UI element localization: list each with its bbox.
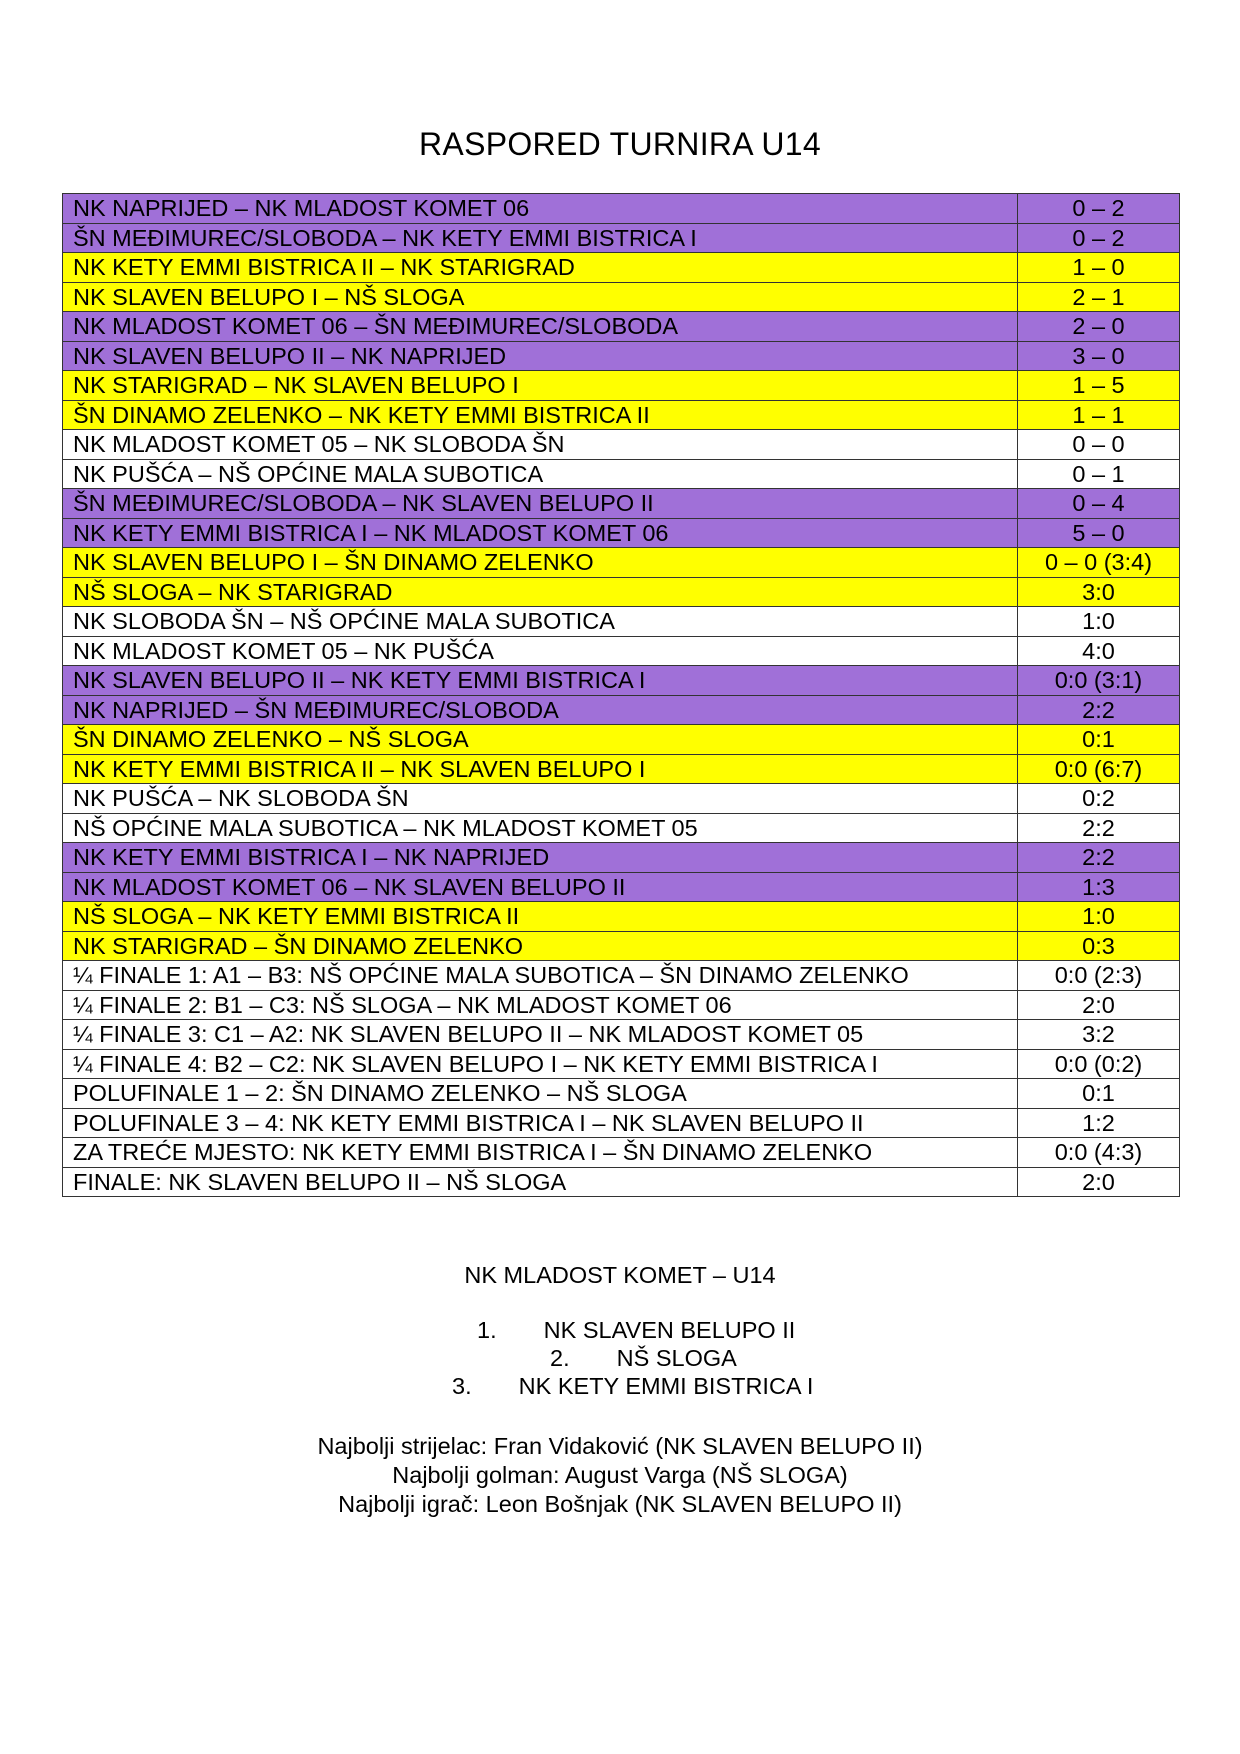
place-3 bbox=[452, 1373, 813, 1400]
match-teams: NK NAPRIJED – NK MLADOST KOMET 06 bbox=[63, 194, 1018, 224]
place-team: NK SLAVEN BELUPO II bbox=[543, 1317, 796, 1343]
summary-subtitle: NK MLADOST KOMET – U14 bbox=[464, 1262, 776, 1288]
match-row bbox=[63, 636, 1180, 666]
match-teams: NŠ SLOGA – NK KETY EMMI BISTRICA II bbox=[63, 902, 1018, 932]
match-result: 0 – 0 bbox=[1018, 430, 1180, 460]
match-result: 0 – 0 (3:4) bbox=[1018, 548, 1180, 578]
match-result: 1 – 0 bbox=[1018, 253, 1180, 283]
match-result: 1:0 bbox=[1018, 607, 1180, 637]
match-row bbox=[63, 902, 1180, 932]
match-row bbox=[63, 1138, 1180, 1168]
match-result: 2 – 0 bbox=[1018, 312, 1180, 342]
match-teams: NK MLADOST KOMET 05 – NK PUŠĆA bbox=[63, 636, 1018, 666]
place-number: 1. bbox=[477, 1317, 497, 1343]
schedule-body bbox=[63, 194, 1180, 1197]
place-1 bbox=[477, 1317, 795, 1344]
match-teams: FINALE: NK SLAVEN BELUPO II – NŠ SLOGA bbox=[63, 1167, 1018, 1197]
award-best-goalkeeper: Najbolji golman: August Varga (NŠ SLOGA) bbox=[392, 1462, 848, 1488]
match-result: 5 – 0 bbox=[1018, 518, 1180, 548]
match-row bbox=[63, 518, 1180, 548]
match-row bbox=[63, 1108, 1180, 1138]
match-row bbox=[63, 312, 1180, 342]
match-teams: ŠN DINAMO ZELENKO – NŠ SLOGA bbox=[63, 725, 1018, 755]
match-result: 1:2 bbox=[1018, 1108, 1180, 1138]
match-row bbox=[63, 1079, 1180, 1109]
match-result: 0:3 bbox=[1018, 931, 1180, 961]
match-teams: NK STARIGRAD – ŠN DINAMO ZELENKO bbox=[63, 931, 1018, 961]
match-result: 1 – 1 bbox=[1018, 400, 1180, 430]
match-row bbox=[63, 666, 1180, 696]
match-teams: NK SLOBODA ŠN – NŠ OPĆINE MALA SUBOTICA bbox=[63, 607, 1018, 637]
match-result: 3 – 0 bbox=[1018, 341, 1180, 371]
match-row bbox=[63, 223, 1180, 253]
match-teams: NK MLADOST KOMET 06 – ŠN MEĐIMUREC/SLOBODA bbox=[63, 312, 1018, 342]
match-row bbox=[63, 371, 1180, 401]
match-teams: NŠ OPĆINE MALA SUBOTICA – NK MLADOST KOMET 05 bbox=[63, 813, 1018, 843]
match-result: 0:1 bbox=[1018, 725, 1180, 755]
match-teams: ŠN DINAMO ZELENKO – NK KETY EMMI BISTRICA II bbox=[63, 400, 1018, 430]
match-teams: ¼ FINALE 2: B1 – C3: NŠ SLOGA – NK MLADOST KOMET 06 bbox=[63, 990, 1018, 1020]
match-teams: ZA TREĆE MJESTO: NK KETY EMMI BISTRICA I – ŠN DINAMO ZELENKO bbox=[63, 1138, 1018, 1168]
match-result: 0:2 bbox=[1018, 784, 1180, 814]
match-result: 1:0 bbox=[1018, 902, 1180, 932]
schedule-table bbox=[62, 193, 1180, 1197]
match-row bbox=[63, 695, 1180, 725]
match-result: 0:1 bbox=[1018, 1079, 1180, 1109]
match-teams: ŠN MEĐIMUREC/SLOBODA – NK KETY EMMI BISTRICA I bbox=[63, 223, 1018, 253]
match-result: 2:2 bbox=[1018, 695, 1180, 725]
match-teams: NK KETY EMMI BISTRICA I – NK NAPRIJED bbox=[63, 843, 1018, 873]
match-result: 0 – 2 bbox=[1018, 223, 1180, 253]
match-row bbox=[63, 577, 1180, 607]
match-row bbox=[63, 754, 1180, 784]
match-row bbox=[63, 990, 1180, 1020]
place-2 bbox=[550, 1345, 737, 1372]
match-row bbox=[63, 1049, 1180, 1079]
match-row bbox=[63, 430, 1180, 460]
award-best-player: Najbolji igrač: Leon Bošnjak (NK SLAVEN BELUPO II) bbox=[338, 1491, 902, 1517]
match-row bbox=[63, 282, 1180, 312]
match-result: 1 – 5 bbox=[1018, 371, 1180, 401]
match-result: 0:0 (4:3) bbox=[1018, 1138, 1180, 1168]
match-result: 2 – 1 bbox=[1018, 282, 1180, 312]
match-teams: POLUFINALE 1 – 2: ŠN DINAMO ZELENKO – NŠ SLOGA bbox=[63, 1079, 1018, 1109]
awards-block bbox=[0, 1432, 1240, 1519]
match-teams: NK SLAVEN BELUPO II – NK KETY EMMI BISTRICA I bbox=[63, 666, 1018, 696]
match-result: 0:0 (6:7) bbox=[1018, 754, 1180, 784]
match-teams: POLUFINALE 3 – 4: NK KETY EMMI BISTRICA I – NK SLAVEN BELUPO II bbox=[63, 1108, 1018, 1138]
match-row bbox=[63, 813, 1180, 843]
match-row bbox=[63, 784, 1180, 814]
match-teams: NK SLAVEN BELUPO I – ŠN DINAMO ZELENKO bbox=[63, 548, 1018, 578]
match-teams: NK MLADOST KOMET 06 – NK SLAVEN BELUPO II bbox=[63, 872, 1018, 902]
match-teams: NK MLADOST KOMET 05 – NK SLOBODA ŠN bbox=[63, 430, 1018, 460]
match-result: 2:2 bbox=[1018, 843, 1180, 873]
page-title: RASPORED TURNIRA U14 bbox=[419, 126, 821, 162]
match-teams: ¼ FINALE 4: B2 – C2: NK SLAVEN BELUPO I – NK KETY EMMI BISTRICA I bbox=[63, 1049, 1018, 1079]
match-row bbox=[63, 872, 1180, 902]
match-result: 1:3 bbox=[1018, 872, 1180, 902]
match-teams: NK KETY EMMI BISTRICA I – NK MLADOST KOMET 06 bbox=[63, 518, 1018, 548]
match-result: 0:0 (3:1) bbox=[1018, 666, 1180, 696]
match-row bbox=[63, 194, 1180, 224]
match-result: 3:2 bbox=[1018, 1020, 1180, 1050]
match-teams: NK SLAVEN BELUPO I – NŠ SLOGA bbox=[63, 282, 1018, 312]
match-teams: ¼ FINALE 3: C1 – A2: NK SLAVEN BELUPO II – NK MLADOST KOMET 05 bbox=[63, 1020, 1018, 1050]
match-result: 3:0 bbox=[1018, 577, 1180, 607]
match-result: 0 – 1 bbox=[1018, 459, 1180, 489]
place-number: 3. bbox=[452, 1373, 472, 1399]
place-number: 2. bbox=[550, 1345, 570, 1371]
match-result: 2:0 bbox=[1018, 1167, 1180, 1197]
award-top-scorer: Najbolji strijelac: Fran Vidaković (NK SLAVEN BELUPO II) bbox=[317, 1433, 923, 1459]
match-result: 2:0 bbox=[1018, 990, 1180, 1020]
match-teams: NK PUŠĆA – NK SLOBODA ŠN bbox=[63, 784, 1018, 814]
match-row bbox=[63, 607, 1180, 637]
match-row bbox=[63, 253, 1180, 283]
match-teams: ŠN MEĐIMUREC/SLOBODA – NK SLAVEN BELUPO II bbox=[63, 489, 1018, 519]
match-row bbox=[63, 341, 1180, 371]
match-teams: NŠ SLOGA – NK STARIGRAD bbox=[63, 577, 1018, 607]
place-team: NŠ SLOGA bbox=[616, 1345, 737, 1371]
match-row bbox=[63, 400, 1180, 430]
match-teams: ¼ FINALE 1: A1 – B3: NŠ OPĆINE MALA SUBOTICA – ŠN DINAMO ZELENKO bbox=[63, 961, 1018, 991]
match-result: 0:0 (0:2) bbox=[1018, 1049, 1180, 1079]
match-row bbox=[63, 548, 1180, 578]
place-team: NK KETY EMMI BISTRICA I bbox=[518, 1373, 814, 1399]
match-row bbox=[63, 459, 1180, 489]
match-row bbox=[63, 489, 1180, 519]
match-result: 0:0 (2:3) bbox=[1018, 961, 1180, 991]
match-teams: NK STARIGRAD – NK SLAVEN BELUPO I bbox=[63, 371, 1018, 401]
match-teams: NK SLAVEN BELUPO II – NK NAPRIJED bbox=[63, 341, 1018, 371]
match-row bbox=[63, 1167, 1180, 1197]
match-result: 0 – 2 bbox=[1018, 194, 1180, 224]
match-row bbox=[63, 1020, 1180, 1050]
match-row bbox=[63, 725, 1180, 755]
match-row bbox=[63, 931, 1180, 961]
match-row bbox=[63, 843, 1180, 873]
match-teams: NK KETY EMMI BISTRICA II – NK STARIGRAD bbox=[63, 253, 1018, 283]
match-result: 0 – 4 bbox=[1018, 489, 1180, 519]
match-result: 4:0 bbox=[1018, 636, 1180, 666]
match-result: 2:2 bbox=[1018, 813, 1180, 843]
match-row bbox=[63, 961, 1180, 991]
match-teams: NK NAPRIJED – ŠN MEĐIMUREC/SLOBODA bbox=[63, 695, 1018, 725]
match-teams: NK KETY EMMI BISTRICA II – NK SLAVEN BELUPO I bbox=[63, 754, 1018, 784]
match-teams: NK PUŠĆA – NŠ OPĆINE MALA SUBOTICA bbox=[63, 459, 1018, 489]
